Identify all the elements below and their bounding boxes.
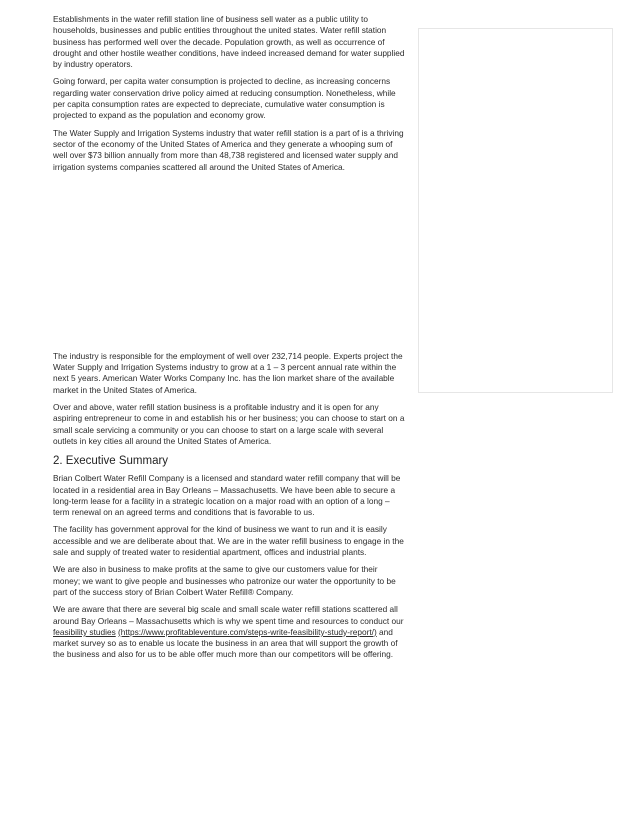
paragraph-with-link	[53, 604, 405, 660]
paragraph: Over and above, water refill station business is a profitable industry and it is open for any aspiring entrepreneur to come in and establish his or her business; you can choose to start on a small scale servicing a community or you can choose to start on a large scale with several outlets in key cities all around the United States of America.	[53, 402, 405, 446]
feasibility-studies-link[interactable]: feasibility studies	[53, 626, 116, 637]
paragraph: The facility has government approval for the kind of business we want to run and it is easily accessible and we are deliberate about that. We are in the water refill business to engage in the sale and supply of treated water to residential apartment, offices and industrial plants.	[53, 524, 404, 558]
paragraph: Establishments in the water refill station line of business sell water as a public utility to households, businesses and public entities throughout the united states. Water refill station business has performed well over the decade. Population growth, as well as occurrence of drought and other hostile weather conditions, have indeed increased demand for water supplied by industry operators.	[53, 14, 405, 70]
paragraph: The industry is responsible for the employment of well over 232,714 people. Experts project the Water Supply and Irrigation Systems industry to grow at a 1 – 3 percent annual rate within the next 5 years. American Water Works Company Inc. has the lion market share of the available market in the United States of America.	[53, 350, 403, 395]
paragraph: The Water Supply and Irrigation Systems industry that water refill station is a part of is a thriving sector of the economy of the United States of America and they generate a whooping sum of well over $73 billion annually from more than 48,738 registered and licensed water supply and irrigation systems companies scattered all around the United States of America.	[53, 127, 404, 172]
paragraph: We are also in business to make profits at the same to give our customers value for their money; we want to give people and businesses who patronize our water the opportunity to be part of the success story of Brian Colbert Water Refill® Company.	[53, 564, 396, 597]
feasibility-url-link[interactable]: (https://www.profitableventure.com/steps-write-feasibility-study-report/)	[118, 626, 377, 637]
ad-placeholder-box	[418, 28, 613, 393]
paragraph-text: and market survey so as to enable us locate the business in an area that will support the growth of the business and also for us to be able offer much more than our competitors will be offering.	[53, 626, 398, 660]
article-body	[53, 14, 405, 667]
paragraph: Going forward, per capita water consumption is projected to decline, as increasing concerns regarding water conservation drive policy aimed at reducing consumption. Nonetheless, while per capita consumption rates are expected to depreciate, cumulative water consumption is projected to expand as the population and economy grow.	[53, 76, 396, 121]
spacer	[53, 179, 405, 351]
section-heading: 2. Executive Summary	[53, 455, 169, 468]
paragraph: Brian Colbert Water Refill Company is a licensed and standard water refill company that will be located in a residential area in Bay Orleans – Massachusetts. We have been able to secure a long-term lease for a facility in a strategic location on a major road with an option of a long – term renewal on an agreed terms and conditions that is favorable to us.	[53, 473, 401, 518]
paragraph-text: We are aware that there are several big scale and small scale water refill stations scattered all around Bay Orleans – Massachusetts which is why we spent time and resources to conduct our	[53, 604, 404, 626]
